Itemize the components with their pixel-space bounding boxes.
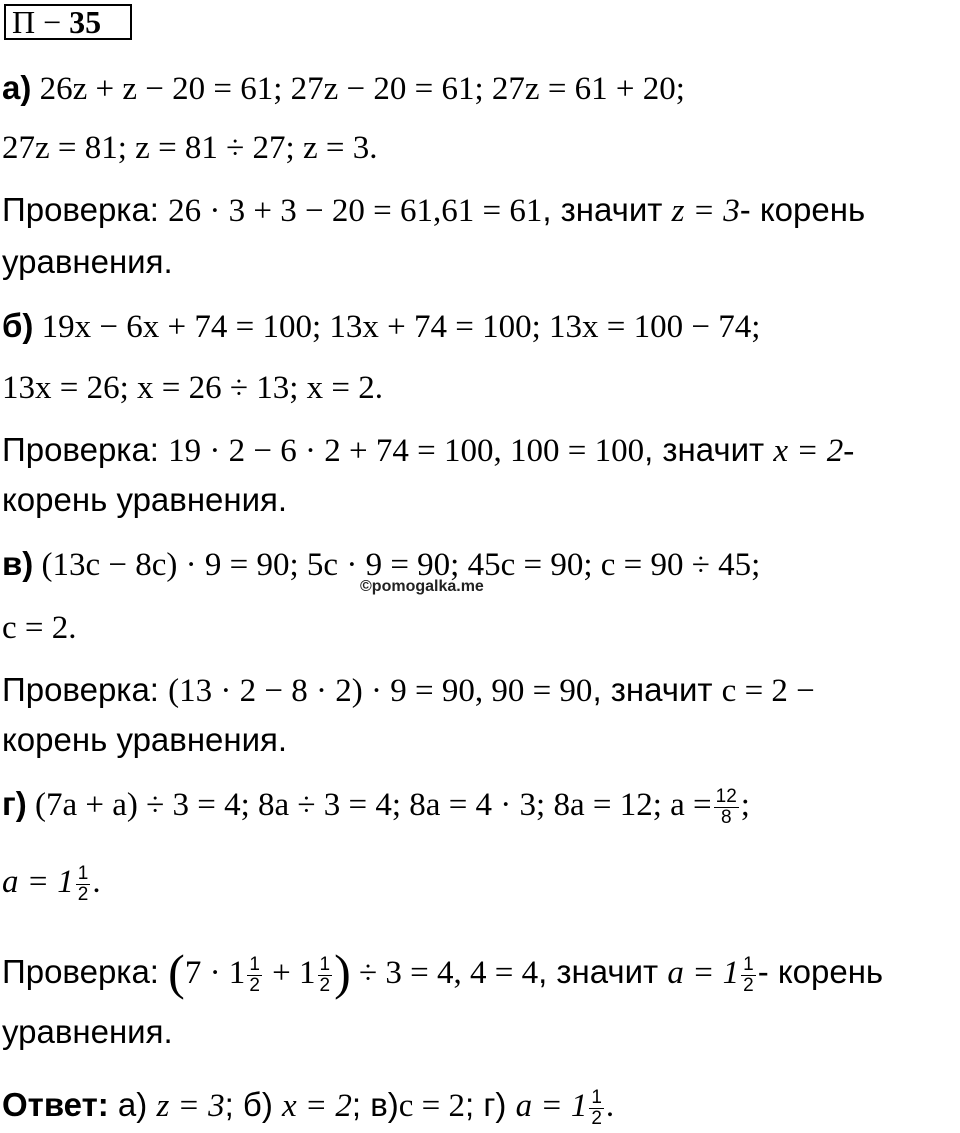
fraction: $\frac{1}{2}$	[319, 953, 331, 996]
line-b4: корень уравнения.	[2, 481, 288, 518]
problem-number-box	[4, 4, 132, 40]
part-d-result: a = 1	[2, 864, 74, 900]
check-connector: , значит	[538, 953, 668, 990]
part-b-equation-1: 19x − 6x + 74 = 100; 13x + 74 = 100; 13x = 100 − 74;	[41, 309, 761, 345]
line-d1: г) (7a + a) ÷ 3 = 4; 8a ÷ 3 = 4; 8a = 4 · 3; 8a = 12; a = $\frac{12}{8}$ ;	[2, 785, 750, 828]
answer-c: c = 2	[398, 1088, 466, 1124]
fraction: $\frac{12}{8}$	[715, 785, 737, 828]
check-expression: 26 · 3 + 3 − 20 = 61,61 = 61	[168, 193, 543, 229]
answer-b: x = 2	[281, 1088, 352, 1124]
fraction: $\frac{1}{2}$	[249, 953, 260, 996]
line-d2: a = 1 $\frac{1}{2}$ .	[2, 862, 101, 905]
problem-number: 35	[69, 4, 102, 40]
line-d4: уравнения.	[2, 1013, 173, 1050]
part-a-equation-1: 26z + z − 20 = 61; 27z − 20 = 61; 27z = 61 + 20;	[39, 71, 685, 107]
check-expression: (13 · 2 − 8 · 2) · 9 = 90, 90 = 90	[168, 673, 593, 709]
part-a-label: а)	[2, 69, 32, 106]
fraction: $\frac{1}{2}$	[743, 953, 754, 996]
fraction: $\frac{1}{2}$	[591, 1086, 602, 1129]
check-result: x = 2-	[773, 433, 855, 469]
line-c4: корень уравнения.	[2, 721, 288, 758]
check-label: Проверка:	[2, 191, 169, 228]
check-expression: 19 · 2 − 6 · 2 + 74 = 100, 100 = 100	[168, 433, 645, 469]
right-paren: )	[334, 944, 351, 1000]
line-a1	[2, 68, 685, 109]
check-connector: , значит	[644, 431, 774, 468]
watermark: ©pomogalka.me	[360, 578, 484, 595]
line-a2: 27z = 81; z = 81 ÷ 27; z = 3.	[2, 130, 378, 166]
answer-d: a = 1	[515, 1088, 588, 1124]
problem-prefix: П −	[12, 4, 70, 40]
part-d-equation-1: (7a + a) ÷ 3 = 4; 8a ÷ 3 = 4; 8a = 4 · 3; 8a = 12; a =	[34, 787, 712, 823]
part-d-label: г)	[2, 785, 27, 822]
line-a4: уравнения.	[2, 243, 173, 280]
line-b3	[2, 430, 854, 471]
answer-line: Ответ: а) z = 3; б) x = 2; в)c = 2; г) a = 1 $\frac{1}{2}$ .	[2, 1086, 615, 1129]
line-b1	[2, 306, 760, 347]
check-result: c = 2 −	[721, 673, 815, 709]
part-c-equation-1: (13c − 8c) · 9 = 90; 5c · 9 = 90; 45c = 90; c = 90 ÷ 45;	[41, 547, 761, 583]
line-c3	[2, 670, 815, 711]
answer-label: Ответ:	[2, 1086, 109, 1123]
check-result: a = 1	[667, 955, 740, 991]
line-d3: Проверка: (7 · 1 $\frac{1}{2}$ + 1 $\frac{1}{2}$ ) ÷ 3 = 4, 4 = 4, значит a = 1 $\frac{1}{2}$ - корень	[2, 944, 884, 1000]
part-c-label: в)	[2, 545, 34, 582]
line-c2: c = 2.	[2, 610, 77, 646]
left-paren: (	[168, 944, 185, 1000]
line-b2: 13x = 26; x = 26 ÷ 13; x = 2.	[2, 370, 384, 406]
check-label: Проверка:	[2, 953, 169, 990]
check-tail: - корень	[739, 191, 866, 228]
check-tail: - корень	[757, 953, 884, 990]
check-label: Проверка:	[2, 431, 169, 468]
check-connector: , значит	[592, 671, 722, 708]
line-a3	[2, 190, 865, 231]
check-result: z = 3	[671, 193, 740, 229]
answer-a: z = 3	[156, 1088, 225, 1124]
part-b-label: б)	[2, 307, 34, 344]
check-connector: , значит	[542, 191, 672, 228]
check-label: Проверка:	[2, 671, 169, 708]
fraction: $\frac{1}{2}$	[77, 862, 89, 905]
